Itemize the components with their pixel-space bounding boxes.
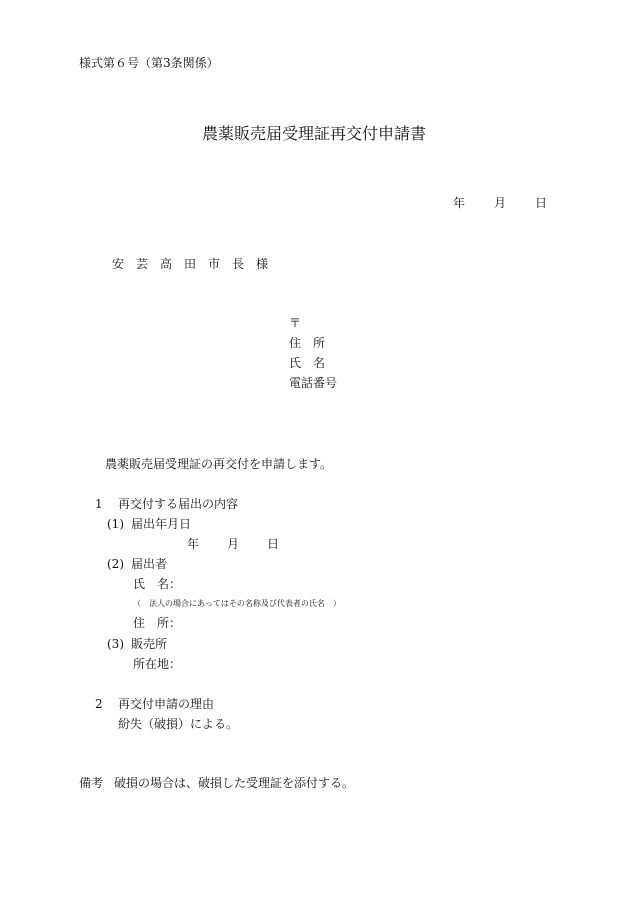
item-1-month: 月 [227, 537, 240, 551]
section-2-number: 2 [95, 697, 103, 711]
item-3-number: (3) [107, 637, 124, 651]
item-1-label: 届出年月日 [131, 517, 192, 531]
form-number: 様式第６号（第3条関係） [79, 56, 219, 70]
section-2-reason: 紛失（破損）による。 [118, 717, 239, 731]
item-2-number: (2) [107, 557, 124, 571]
item-2-address-label: 住 所： [133, 616, 182, 630]
item-1-number: (1) [107, 517, 124, 531]
document-title: 農薬販売届受理証再交付申請書 [202, 124, 427, 143]
item-1-day: 日 [267, 537, 280, 551]
section-2-heading: 再交付申請の理由 [118, 697, 215, 711]
item-2-note: （ 法人の場合にあってはその名称及び代表者の氏名 ） [133, 599, 341, 608]
postal-mark: 〒 [289, 316, 302, 330]
item-3-label: 販売所 [131, 637, 168, 651]
date-day: 日 [535, 196, 548, 210]
applicant-name-label: 氏 名 [289, 356, 326, 370]
item-3-location-label: 所在地： [133, 657, 182, 671]
remarks-label: 備考 [79, 776, 104, 790]
item-1-year: 年 [187, 537, 200, 551]
date-year: 年 [453, 196, 466, 210]
addressee: 安 芸 高 田 市 長 様 [112, 257, 269, 271]
remarks-text: 破損の場合は、破損した受理証を添付する。 [114, 776, 355, 790]
applicant-phone-label: 電話番号 [289, 376, 338, 390]
section-1-heading: 再交付する届出の内容 [118, 497, 239, 511]
item-2-name-label: 氏 名： [133, 577, 182, 591]
item-2-label: 届出者 [131, 557, 168, 571]
date-month: 月 [494, 196, 507, 210]
section-1-number: 1 [95, 497, 103, 511]
applicant-address-label: 住 所 [289, 336, 326, 350]
statement: 農薬販売届受理証の再交付を申請します。 [105, 457, 333, 471]
